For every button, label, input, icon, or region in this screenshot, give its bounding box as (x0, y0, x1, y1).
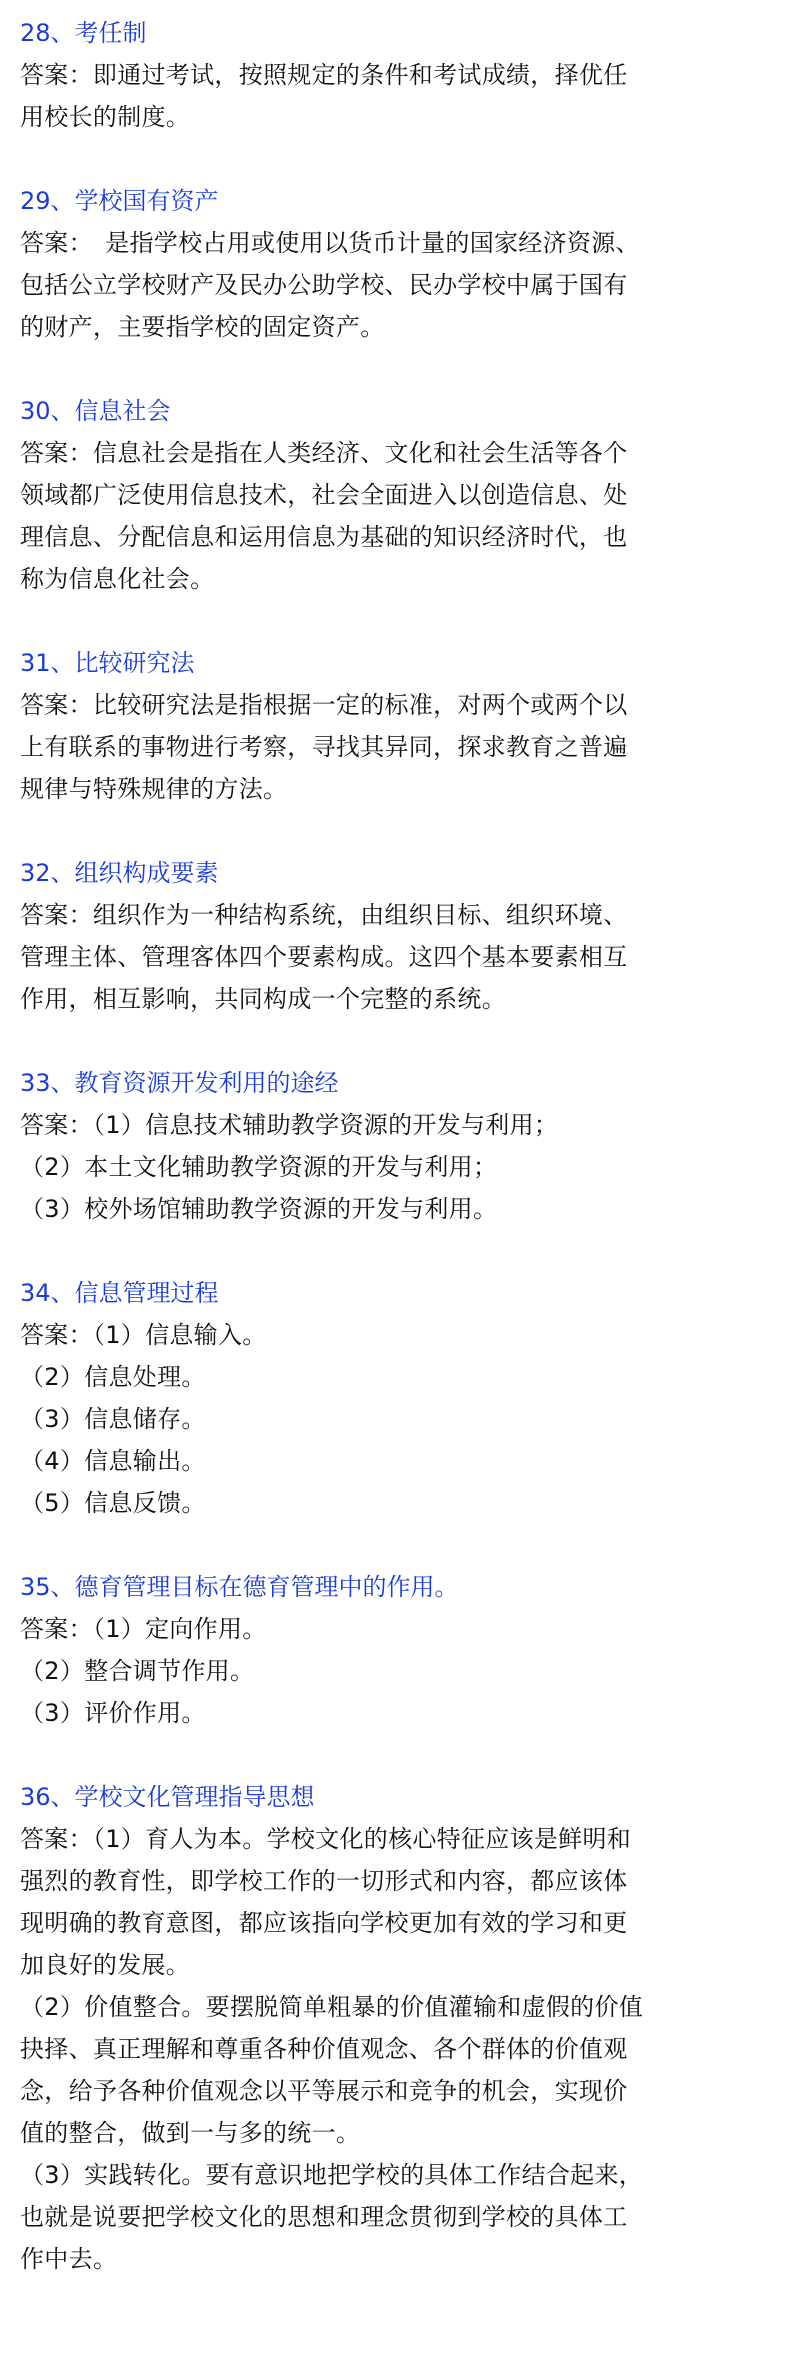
answer-line: （3）评价作用。 (20, 1699, 206, 1727)
answer-line: 答案：组织作为一种结构系统，由组织目标、组织环境、 (20, 901, 628, 929)
question-title: 28、考任制 (20, 19, 147, 47)
question-title: 33、教育资源开发利用的途经 (20, 1069, 339, 1097)
spacer (20, 1734, 780, 1776)
answer-text (20, 1608, 780, 1734)
answer-line: 加良好的发展。 (20, 1951, 191, 1979)
answer-text (20, 1104, 780, 1230)
answer-line: 现明确的教育意图，都应该指向学校更加有效的学习和更 (20, 1909, 628, 1937)
answer-text (20, 432, 780, 600)
spacer (20, 348, 780, 390)
answer-line: 答案：比较研究法是指根据一定的标准，对两个或两个以 (20, 691, 628, 719)
question-title: 36、学校文化管理指导思想 (20, 1783, 315, 1811)
answer-line: 答案： 是指学校占用或使用以货币计量的国家经济资源、 (20, 229, 640, 257)
question-title: 31、比较研究法 (20, 649, 195, 677)
answer-line: 称为信息化社会。 (20, 565, 215, 593)
answer-line: 用校长的制度。 (20, 103, 191, 131)
qa-item (20, 852, 780, 1062)
qa-item (20, 12, 780, 180)
answer-line: （3）校外场馆辅助教学资源的开发与利用。 (20, 1195, 498, 1223)
qa-item (20, 1566, 780, 1776)
spacer (20, 1020, 780, 1062)
answer-text (20, 54, 780, 138)
answer-line: 值的整合，做到一与多的统一。 (20, 2119, 361, 2147)
answer-text (20, 894, 780, 1020)
answer-line: 包括公立学校财产及民办公助学校、民办学校中属于国有 (20, 271, 628, 299)
answer-text (20, 222, 780, 348)
answer-line: 答案：（1）育人为本。学校文化的核心特征应该是鲜明和 (20, 1825, 632, 1853)
answer-line: 强烈的教育性，即学校工作的一切形式和内容，都应该体 (20, 1867, 628, 1895)
answer-line: 理信息、分配信息和运用信息为基础的知识经济时代，也 (20, 523, 628, 551)
qa-item (20, 1776, 780, 2322)
spacer (20, 600, 780, 642)
answer-line: 念，给予各种价值观念以平等展示和竞争的机会，实现价 (20, 2077, 628, 2105)
question-title: 29、学校国有资产 (20, 187, 219, 215)
answer-line: （2）本土文化辅助教学资源的开发与利用； (20, 1153, 498, 1181)
qa-item (20, 642, 780, 852)
answer-line: 管理主体、管理客体四个要素构成。这四个基本要素相互 (20, 943, 628, 971)
qa-item (20, 1272, 780, 1566)
document (20, 12, 780, 2322)
answer-line: 的财产，主要指学校的固定资产。 (20, 313, 385, 341)
answer-line: 答案：即通过考试，按照规定的条件和考试成绩，择优任 (20, 61, 628, 89)
answer-line: （2）信息处理。 (20, 1363, 206, 1391)
spacer (20, 1230, 780, 1272)
answer-line: （5）信息反馈。 (20, 1489, 206, 1517)
answer-line: 答案：（1）信息技术辅助教学资源的开发与利用； (20, 1111, 559, 1139)
spacer (20, 2280, 780, 2322)
question-title: 30、信息社会 (20, 397, 171, 425)
question-title: 32、组织构成要素 (20, 859, 219, 887)
spacer (20, 810, 780, 852)
spacer (20, 138, 780, 180)
answer-line: 领域都广泛使用信息技术，社会全面进入以创造信息、处 (20, 481, 628, 509)
answer-line: 作中去。 (20, 2245, 118, 2273)
qa-item (20, 390, 780, 642)
answer-line: 答案：信息社会是指在人类经济、文化和社会生活等各个 (20, 439, 628, 467)
answer-line: 规律与特殊规律的方法。 (20, 775, 288, 803)
answer-text (20, 1314, 780, 1524)
answer-line: （3）实践转化。要有意识地把学校的具体工作结合起来， (20, 2161, 644, 2189)
answer-text (20, 684, 780, 810)
answer-line: （3）信息储存。 (20, 1405, 206, 1433)
answer-line: （2）整合调节作用。 (20, 1657, 255, 1685)
question-title: 34、信息管理过程 (20, 1279, 219, 1307)
answer-line: （4）信息输出。 (20, 1447, 206, 1475)
question-title: 35、德育管理目标在德育管理中的作用。 (20, 1573, 459, 1601)
answer-line: 上有联系的事物进行考察，寻找其异同，探求教育之普遍 (20, 733, 628, 761)
qa-item (20, 180, 780, 390)
answer-text (20, 1818, 780, 2280)
answer-line: 作用，相互影响，共同构成一个完整的系统。 (20, 985, 506, 1013)
spacer (20, 1524, 780, 1566)
answer-line: 抉择、真正理解和尊重各种价值观念、各个群体的价值观 (20, 2035, 628, 2063)
qa-item (20, 1062, 780, 1272)
answer-line: 答案：（1）信息输入。 (20, 1321, 267, 1349)
answer-line: 也就是说要把学校文化的思想和理念贯彻到学校的具体工 (20, 2203, 628, 2231)
answer-line: （2）价值整合。要摆脱简单粗暴的价值灌输和虚假的价值 (20, 1993, 644, 2021)
answer-line: 答案：（1）定向作用。 (20, 1615, 267, 1643)
